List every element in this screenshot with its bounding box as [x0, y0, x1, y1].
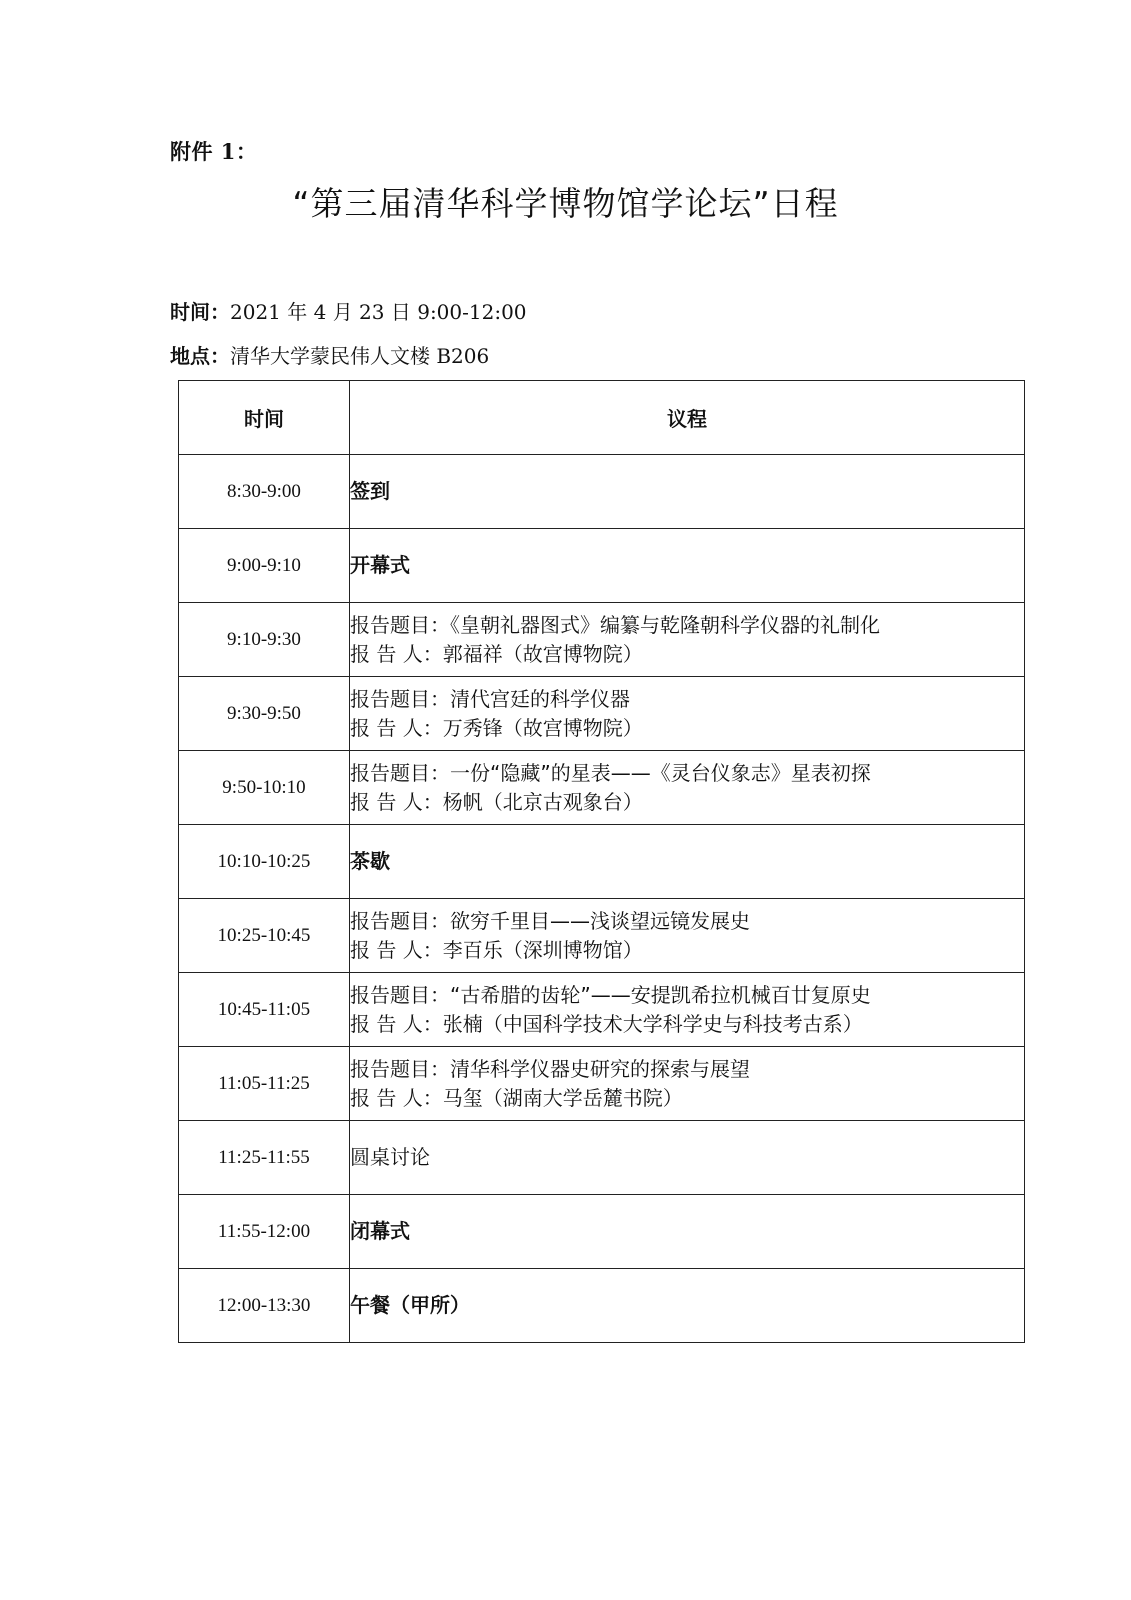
header-time: 时间 — [179, 381, 350, 455]
agenda-line: 报 告 人：李百乐（深圳博物馆） — [350, 937, 643, 962]
row-time: 8:30-9:00 — [179, 455, 350, 529]
schedule-table — [178, 380, 1025, 1343]
schedule-header-row — [179, 381, 1025, 455]
row-agenda — [350, 1047, 1025, 1121]
header-agenda: 议程 — [350, 381, 1025, 455]
agenda-line: 报告题目：清华科学仪器史研究的探索与展望 — [350, 1056, 750, 1081]
table-row — [179, 603, 1025, 677]
schedule-body — [179, 455, 1025, 1343]
table-row — [179, 1195, 1025, 1269]
row-agenda — [350, 899, 1025, 973]
table-row — [179, 1047, 1025, 1121]
row-agenda — [350, 529, 1025, 603]
event-place-label: 地点： — [170, 344, 230, 368]
event-place-line — [170, 340, 489, 369]
agenda-line: 午餐（甲所） — [350, 1293, 470, 1317]
agenda-line: 报告题目：一份“隐藏”的星表——《灵台仪象志》星表初探 — [350, 760, 871, 785]
table-row — [179, 899, 1025, 973]
table-row — [179, 751, 1025, 825]
table-row — [179, 455, 1025, 529]
row-time: 10:10-10:25 — [179, 825, 350, 899]
table-row — [179, 973, 1025, 1047]
table-row — [179, 1121, 1025, 1195]
table-row — [179, 825, 1025, 899]
row-time: 10:45-11:05 — [179, 973, 350, 1047]
agenda-line: 圆桌讨论 — [350, 1145, 430, 1169]
event-time-label: 时间： — [170, 300, 230, 324]
event-time-line — [170, 296, 527, 325]
agenda-line: 报 告 人：郭福祥（故宫博物院） — [350, 641, 643, 666]
agenda-line: 报告题目：清代宫廷的科学仪器 — [350, 686, 630, 711]
agenda-line: 茶歇 — [350, 849, 390, 873]
agenda-line: 开幕式 — [350, 553, 410, 577]
row-time: 9:50-10:10 — [179, 751, 350, 825]
agenda-line: 报 告 人：万秀锋（故宫博物院） — [350, 715, 643, 740]
event-time-value: 2021 年 4 月 23 日 9:00-12:00 — [230, 300, 527, 324]
table-row — [179, 677, 1025, 751]
row-time: 11:55-12:00 — [179, 1195, 350, 1269]
agenda-line: 报 告 人：杨帆（北京古观象台） — [350, 789, 643, 814]
row-time: 12:00-13:30 — [179, 1269, 350, 1343]
document-title: “第三届清华科学博物馆学论坛”日程 — [292, 184, 839, 223]
row-agenda — [350, 1195, 1025, 1269]
row-time: 9:10-9:30 — [179, 603, 350, 677]
event-place-value: 清华大学蒙民伟人文楼 B206 — [230, 344, 490, 368]
row-agenda — [350, 603, 1025, 677]
table-row — [179, 529, 1025, 603]
agenda-line: 签到 — [350, 479, 390, 503]
agenda-line: 报告题目：“古希腊的齿轮”——安提凯希拉机械百廿复原史 — [350, 982, 871, 1007]
row-time: 11:05-11:25 — [179, 1047, 350, 1121]
row-agenda — [350, 1121, 1025, 1195]
row-agenda — [350, 677, 1025, 751]
row-agenda — [350, 455, 1025, 529]
row-agenda — [350, 751, 1025, 825]
row-agenda — [350, 973, 1025, 1047]
agenda-line: 报告题目：欲穷千里目——浅谈望远镜发展史 — [350, 908, 750, 933]
row-agenda — [350, 825, 1025, 899]
row-agenda — [350, 1269, 1025, 1343]
agenda-line: 报 告 人：张楠（中国科学技术大学科学史与科技考古系） — [350, 1011, 863, 1036]
row-time: 10:25-10:45 — [179, 899, 350, 973]
table-row — [179, 1269, 1025, 1343]
row-time: 11:25-11:55 — [179, 1121, 350, 1195]
agenda-line: 报告题目：《皇朝礼器图式》编纂与乾隆朝科学仪器的礼制化 — [350, 612, 880, 637]
agenda-line: 闭幕式 — [350, 1219, 410, 1243]
row-time: 9:30-9:50 — [179, 677, 350, 751]
attachment-label: 附件 1： — [170, 139, 258, 164]
row-time: 9:00-9:10 — [179, 529, 350, 603]
agenda-line: 报 告 人：马玺（湖南大学岳麓书院） — [350, 1085, 683, 1110]
